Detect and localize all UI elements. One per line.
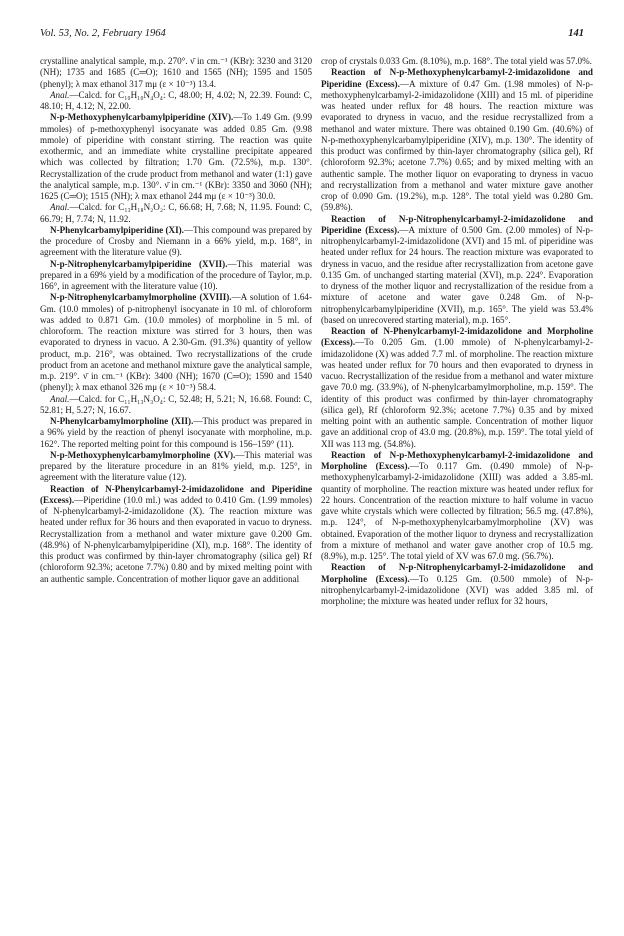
- section-heading: N-p-Methoxyphenylcarbamylmorpholine (XV).: [50, 449, 236, 460]
- paragraph: [40, 484, 312, 585]
- section-heading: N-Phenylcarbamylpiperidine (XI).: [50, 224, 184, 235]
- section-heading: Reaction of N-Phenylcarbamyl-2-imidazolidone and Morpholine (Excess).: [321, 326, 593, 348]
- paragraph: [40, 416, 312, 450]
- paragraph: [321, 326, 593, 450]
- paragraph: [40, 225, 312, 259]
- paragraph-text: —Calcd. for C₁₀H₁₀N₄O₄: C, 48.00; H, 4.02; N, 22.39. Found: C, 48.10; H, 4.12; N, 22.00.: [40, 89, 312, 111]
- paragraph-text: —To 0.117 Gm. (0.490 mmole) of N-p-methoxyphenylcarbamyl-2-imidazolidone (XIII) was added a 3.85-ml. quantity of morpholine. The reaction mixture was heated under reflux for 22 hours. Concentration of the reaction mixture to half volume in vacuo gave white crystals which were collected by filtration; 56.5 mg. (47.8%), m.p. 124°, of N-p-methoxyphenylcarbamylmorpholine (XV) was obtained. Evaporation of the mother liquor to dryness and recrystallization from a mixture of methanol and water gave another crop of 10.5 mg. (8.9%), m.p. 125°. The total yield of XV was 67.0 mg. (56.7%).: [321, 461, 594, 561]
- paragraph: [321, 67, 593, 213]
- paragraph: [40, 56, 312, 90]
- paragraph: [40, 90, 312, 113]
- section-heading: Reaction of N-p-Methoxyphenylcarbamyl-2-imidazolidone and Piperidine (Excess).: [321, 67, 593, 89]
- paragraph: [321, 450, 593, 563]
- paragraph-text: —Piperidine (10.0 ml.) was added to 0.410 Gm. (1.99 mmoles) of N-phenylcarbamyl-2-imidazolidone (X). The reaction mixture was heated under reflux for 36 hours and then evaporated in vacuo to dryness. Recrystallization from a methanol and water mixture gave 0.200 Gm. (48.9%) of N-phenylcarbamylpiperidine (XI), m.p. 168°. The identity of this product was confirmed by thin-layer chromatography (silica gel) Rf (chloroform 92.3%; acetone 7.7%) 0.80 and by mixed melting point with an authentic sample. Concentration of mother liquor gave an additional: [40, 494, 312, 584]
- section-heading: N-p-Nitrophenylcarbamylmorpholine (XVIII).: [50, 292, 232, 303]
- section-heading: Reaction of N-p-Methoxyphenylcarbamyl-2-imidazolidone and Morpholine (Excess).: [321, 449, 593, 471]
- paragraph-text: —This material was prepared in a 69% yield by a modification of the procedure of Taylor, m.p. 166°, in agreement with the literature value (10).: [40, 258, 312, 291]
- right-column: [321, 56, 593, 607]
- paragraph: [321, 214, 593, 327]
- section-heading: N-p-Methoxyphenylcarbamylpiperidine (XIV).: [50, 112, 234, 123]
- paragraph-text: crop of crystals 0.033 Gm. (8.10%), m.p. 168°. The total yield was 57.0%.: [321, 56, 592, 66]
- analysis-label: Anal.: [50, 393, 70, 404]
- paragraph: [40, 259, 312, 293]
- section-heading: Reaction of N-Phenylcarbamyl-2-imidazolidone and Piperidine (Excess).: [40, 483, 312, 505]
- paragraph-text: —To 0.205 Gm. (1.00 mmole) of N-phenylcarbamyl-2-imidazolidone (X) was added 7.7 ml. of morpholine. The reaction mixture was heated under reflux for 70 hours and then evaporated to dryness in vacuo. Recrystallization of the residue from a methanol and water mixture gave 70.0 mg. (33.9%), of N-phenylcarbamylmorpholine, m.p. 159°. The identity of this product was confirmed by thin-layer chromatography (silica gel), Rf (chloroform 92.3%; acetone 7.7%) 0.35 and by mixed melting point with an authentic sample. Concentration of mother liquor gave an additional crop of 43.0 mg. (20.8%), m.p. 159°. The total yield of XII was 113 mg. (54.8%).: [321, 337, 593, 449]
- journal-citation: Vol. 53, No. 2, February 1964: [40, 28, 166, 39]
- paragraph-text: crystalline analytical sample, m.p. 270°. ν̄ in cm.⁻¹ (KBr): 3230 and 3120 (NH); 1735 and 1685 (C═O); 1610 and 1565 (NH); 1595 and 1505 (phenyl); λ max ethanol 317 mμ (ε × 10⁻³) 13.4.: [40, 56, 312, 89]
- paragraph-text: —A mixture of 0.500 Gm. (2.00 mmoles) of N-p-nitrophenylcarbamyl-2-imidazolidone (XVI) and 15 ml. of piperidine was heated under reflux for 24 hours. The reaction mixture was evaporated to dryness in vacuo, and the residue after recrystallization from acetone gave 0.135 Gm. of unchanged starting material (XVI), m.p. 224°. Evaporation to dryness of the mother liquor and recrystallization of the residue from a mixture of acetone and water gave 0.248 Gm. of N-p-nitrophenylcarbamylpiperidine (XVII), m.p. 165°. The yield was 53.4% (based on unrecovered starting material), m.p. 165°.: [321, 224, 593, 325]
- paragraph-text: —Calcd. for C₁₃H₁₈N₂O₂: C, 66.68; H, 7.68; N, 11.95. Found: C, 66.79; H, 7.74; N, 11.92.: [40, 202, 312, 224]
- analysis-label: Anal.: [50, 202, 70, 213]
- left-column: [40, 56, 312, 585]
- paragraph: [40, 394, 312, 417]
- paragraph: [321, 56, 593, 67]
- page-number: 141: [568, 28, 584, 39]
- section-heading: N-p-Nitrophenylcarbamylpiperidine (XVII).: [50, 258, 228, 269]
- paragraph-text: —A solution of 1.64-Gm. (10.0 mmoles) of p-nitrophenyl isocyanate in 10 ml. of chloroform was added to 0.871 Gm. (10.0 mmoles) of morpholine in 5 ml. of chloroform. The reaction mixture was stirred for 3 hours, then was evaporated to dryness in vacuo. A 2.30-Gm. (91.3%) quantity of yellow product, m.p. 216°, was obtained. Two recrystallizations of the crude product from an acetone and methanol mixture gave the analytical sample, m.p. 219°. ν̄ in cm.⁻¹ (KBr): 3400 (NH); 1670 (C═O); 1590 and 1540 (phenyl); λ max ethanol 326 mμ (ε × 10⁻³) 58.4.: [40, 292, 312, 393]
- paragraph-text: —This material was prepared by the literature procedure in an 81% yield, m.p. 125°, in agreement with the literature value (12).: [40, 449, 312, 483]
- paragraph: [40, 450, 312, 484]
- section-heading: Reaction of N-p-Nitrophenylcarbamyl-2-imidazolidone and Piperidine (Excess).: [321, 213, 593, 235]
- paragraph: [321, 562, 593, 607]
- paragraph: [40, 112, 312, 202]
- paragraph-text: —To 0.125 Gm. (0.500 mmole) of N-p-nitrophenylcarbamyl-2-imidazolidone (XVI) was added 3.85 ml. of morpholine; the mixture was heated under reflux for 32 hours,: [321, 573, 593, 606]
- paragraph-text: —This product was prepared in a 96% yield by the reaction of phenyl isocyanate with morpholine, m.p. 162°. The reported melting point for this compound is 156–159° (11).: [40, 416, 312, 449]
- section-heading: N-Phenylcarbamylmorpholine (XII).: [50, 416, 194, 426]
- paragraph-text: —This compound was prepared by the procedure of Crosby and Niemann in a 66% yield, m.p. 168°, in agreement with the literature value (9).: [40, 224, 312, 258]
- paragraph: [40, 292, 312, 393]
- analysis-label: Anal.: [50, 89, 70, 100]
- paragraph-text: —Calcd. for C₁₁H₁₃N₃O₄: C, 52.48; H, 5.21; N, 16.68. Found: C, 52.81; H, 5.27; N, 16.67.: [40, 393, 312, 415]
- paragraph-text: —To 1.49 Gm. (9.99 mmoles) of p-methoxyphenyl isocyanate was added 0.85 Gm. (9.98 mmole) of piperidine with constant stirring. The reaction was quite exothermic, and an immediate white crystalline precipitate appeared which was collected by filtration; 1.70 Gm. (72.5%), m.p. 130°. Recrystallization of the crude product from methanol and water (1:1) gave the analytical sample, m.p. 130°. ν̄ in cm.⁻¹ (KBr): 3350 and 3060 (NH); 1625 (C═O); 1515 (NH); λ max ethanol 244 mμ (ε × 10⁻³) 30.0.: [40, 112, 312, 201]
- paragraph-text: —A mixture of 0.47 Gm. (1.98 mmoles) of N-p-methoxyphenylcarbamyl-2-imidazolidone (XIII) and 15 ml. of piperidine was heated under reflux for 48 hours. The reaction mixture was evaporated to dryness in vacuo, and the residue recrystallized from a methanol and water mixture. There was obtained 0.190 Gm. (40.6%) of N-p-methoxyphenylcarbamylpiperidine (XIV), m.p. 130°. The identity of this product was confirmed by thin-layer chromatography (silica gel), Rf (chloroform 92.3%; acetone 7.7%) 0.65; and by mixed melting with an authentic sample. The mother liquor on evaporating to dryness in vacuo and recrystallization from a methanol and water mixture gave another crop of 0.090 Gm. (19.2%), m.p. 128°. The total yield was 0.280 Gm. (59.8%).: [321, 78, 593, 213]
- running-header: [40, 28, 584, 44]
- section-heading: Reaction of N-p-Nitrophenylcarbamyl-2-imidazolidone and Morpholine (Excess).: [321, 562, 593, 584]
- paragraph: [40, 202, 312, 225]
